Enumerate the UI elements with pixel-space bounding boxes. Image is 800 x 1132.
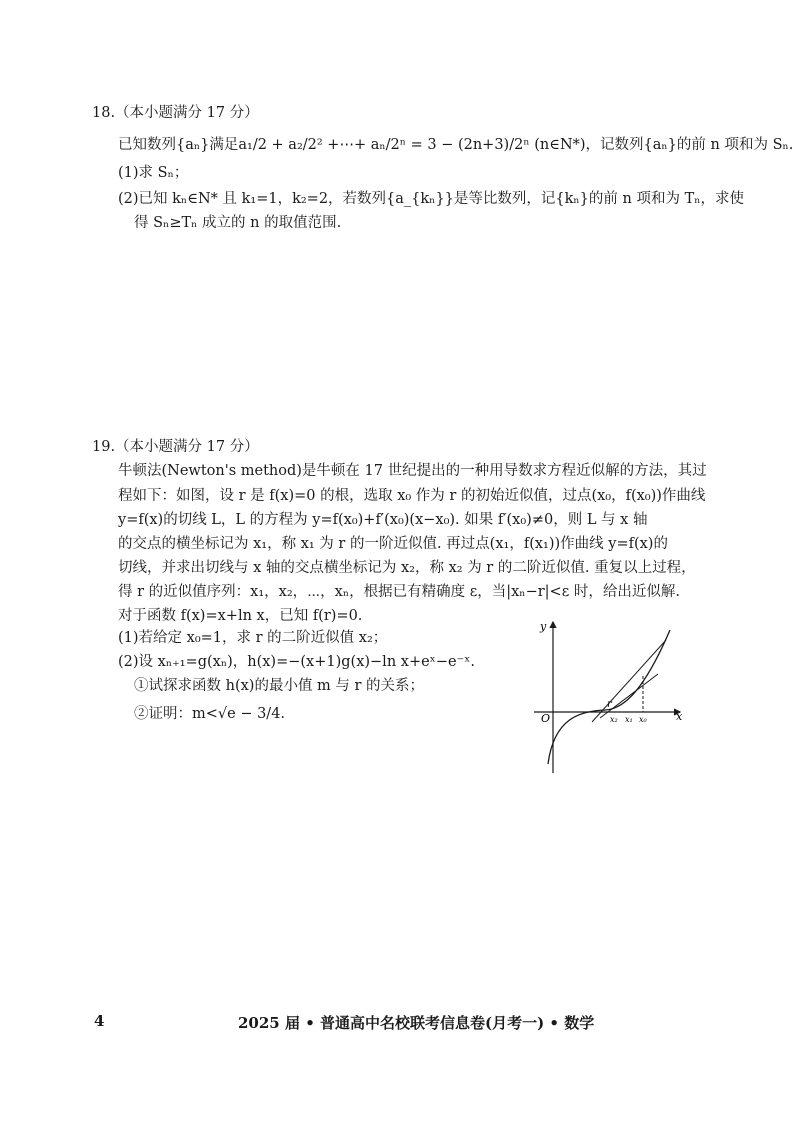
footer-title: 2025 届 • 普通高中名校联考信息卷(月考一) • 数学 bbox=[238, 1014, 595, 1032]
problem-18-part2-line1: (2)已知 kₙ∈N* 且 k₁=1，k₂=2，若数列{a_{kₙ}}是等比数列，记{kₙ}的前 n 项和为 Tₙ，求使 bbox=[118, 191, 745, 207]
tangent-line-at-x0 bbox=[592, 640, 666, 722]
x0-label: x₀ bbox=[639, 715, 647, 724]
y-axis-label: y bbox=[540, 620, 547, 633]
problem-19-part2-ii: ②证明：m<√e − 3/4. bbox=[134, 706, 286, 722]
function-curve bbox=[548, 630, 670, 764]
problem-18-part2-line2: 得 Sₙ≥Tₙ 成立的 n 的取值范围. bbox=[134, 215, 342, 231]
problem-19-line: 牛顿法(Newton's method)是牛顿在 17 世纪提出的一种用导数求方程近似解的方法，其过 bbox=[118, 463, 707, 479]
problem-19-line: 得 r 的近似值序列：x₁，x₂，⋯，xₙ，根据已有精确度 ε，当|xₙ−r|<ε 时，给出近似解. bbox=[118, 584, 680, 600]
r-label: r bbox=[607, 699, 612, 710]
problem-18-part1: (1)求 Sₙ； bbox=[118, 165, 189, 181]
page-number: 4 bbox=[94, 1012, 105, 1030]
problem-18-heading: 18.（本小题满分 17 分） bbox=[92, 105, 259, 121]
problem-19-part1: (1)若给定 x₀=1，求 r 的二阶近似值 x₂； bbox=[118, 630, 388, 646]
problem-19-line: 切线，并求出切线与 x 轴的交点横坐标记为 x₂，称 x₂ 为 r 的二阶近似值. 重复以上过程， bbox=[118, 560, 696, 576]
x1-label: x₁ bbox=[625, 715, 633, 724]
x2-label: x₂ bbox=[610, 715, 618, 724]
problem-19-line: 对于函数 f(x)=x+ln x，已知 f(r)=0. bbox=[118, 608, 363, 624]
x-axis-label: x bbox=[676, 710, 683, 723]
problem-19-line: 的交点的横坐标记为 x₁，称 x₁ 为 r 的一阶近似值. 再过点(x₁，f(x₁))作曲线 y=f(x)的 bbox=[118, 536, 668, 552]
problem-19-part2-i: ①试探求函数 h(x)的最小值 m 与 r 的关系； bbox=[134, 678, 425, 694]
problem-18-statement: 已知数列{aₙ}满足a₁/2 + a₂/2² +⋯+ aₙ/2ⁿ = 3 − (2n+3)/2ⁿ (n∈N*)，记数列{aₙ}的前 n 项和为 Sₙ. bbox=[118, 137, 794, 153]
problem-19-line: y=f(x)的切线 L，L 的方程为 y=f(x₀)+f′(x₀)(x−x₀). 如果 f′(x₀)≠0，则 L 与 x 轴 bbox=[118, 512, 648, 528]
newton-method-figure bbox=[530, 618, 690, 778]
origin-label: O bbox=[541, 712, 551, 725]
problem-19-heading: 19.（本小题满分 17 分） bbox=[92, 439, 259, 455]
problem-19-part2: (2)设 xₙ₊₁=g(xₙ)，h(x)=−(x+1)g(x)−ln x+eˣ−e⁻ˣ. bbox=[118, 654, 475, 670]
problem-19-line: 程如下：如图，设 r 是 f(x)=0 的根，选取 x₀ 作为 r 的初始近似值，过点(x₀，f(x₀))作曲线 bbox=[118, 488, 706, 504]
